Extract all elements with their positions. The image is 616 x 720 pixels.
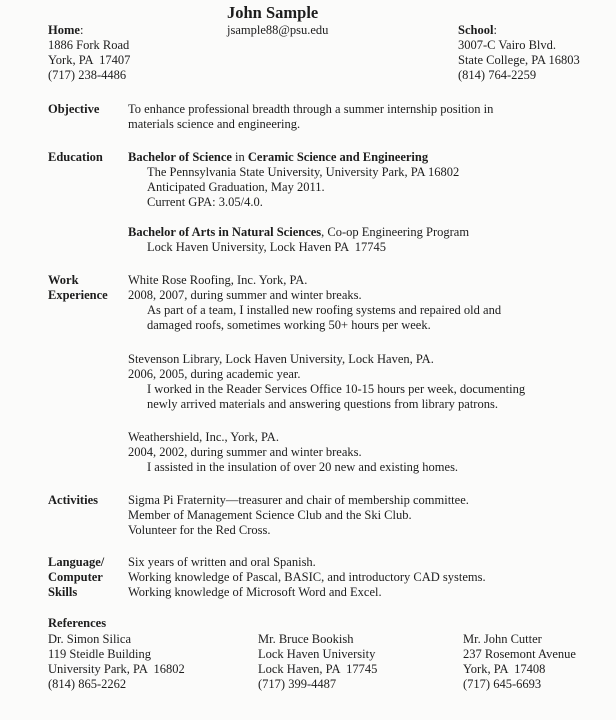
job-dates-line: 2008, 2007, during summer and winter breaks.	[128, 288, 362, 302]
school-contact-block	[458, 23, 580, 83]
section-label-education: Education	[48, 150, 103, 164]
objective-text-line: materials science and engineering.	[128, 117, 301, 131]
objective-text-line: To enhance professional breadth through a summer internship position in	[128, 102, 494, 116]
reference-phone: (814) 865-2262	[48, 677, 127, 691]
degree-detail-line: The Pennsylvania State University, University Park, PA 16802	[147, 165, 460, 179]
reference-address-line: University Park, PA 16802	[48, 662, 185, 676]
degree-title-bold: Bachelor of Arts in Natural Sciences	[128, 225, 322, 239]
reference-phone: (717) 399-4487	[258, 677, 337, 691]
home-label: Home	[48, 23, 80, 37]
school-label: School	[458, 23, 494, 37]
school-label-colon: :	[493, 23, 497, 37]
school-city-line: State College, PA 16803	[458, 53, 580, 67]
reference-entry	[463, 632, 616, 692]
school-label-line	[458, 23, 580, 38]
activity-line: Volunteer for the Red Cross.	[128, 523, 271, 537]
job-description-line: As part of a team, I installed new roofing systems and repaired old and	[147, 303, 502, 317]
home-label-colon: :	[79, 23, 84, 37]
job-description-line: I assisted in the insulation of over 20 new and existing homes.	[147, 460, 459, 474]
job-company-line: White Rose Roofing, Inc. York, PA.	[128, 273, 308, 287]
reference-name: Dr. Simon Silica	[48, 632, 131, 646]
reference-name: Mr. Bruce Bookish	[258, 632, 354, 646]
work-label-line: Experience	[48, 288, 108, 302]
reference-phone: (717) 645-6693	[463, 677, 542, 691]
skills-label-line: Computer	[48, 570, 103, 584]
section-label-skills	[48, 555, 104, 600]
home-address-line: 1886 Fork Road	[48, 38, 130, 52]
job-description-line: newly arrived materials and answering questions from library patrons.	[147, 397, 498, 411]
job-entry	[128, 273, 598, 333]
degree-title-mid: in	[231, 150, 248, 164]
activity-line: Member of Management Science Club and the Ski Club.	[128, 508, 412, 522]
email-text: jsample88@psu.edu	[227, 23, 329, 37]
reference-entry	[48, 632, 253, 692]
school-phone: (814) 764-2259	[458, 68, 537, 82]
job-company-line: Stevenson Library, Lock Haven University, Lock Haven, PA.	[128, 352, 434, 366]
references-heading: References	[48, 616, 107, 630]
skills-label-line: Skills	[48, 585, 78, 599]
home-label-line	[48, 23, 130, 38]
degree-title	[128, 150, 598, 165]
reference-address-line: 119 Steidle Building	[48, 647, 152, 661]
skills-label-line: Language/	[48, 555, 105, 569]
skills-line: Working knowledge of Pascal, BASIC, and introductory CAD systems.	[128, 570, 486, 584]
activity-line: Sigma Pi Fraternity—treasurer and chair of membership committee.	[128, 493, 469, 507]
skills-line: Six years of written and oral Spanish.	[128, 555, 316, 569]
degree-detail-line: Anticipated Graduation, May 2011.	[147, 180, 325, 194]
home-contact-block	[48, 23, 130, 83]
job-dates-line: 2006, 2005, during academic year.	[128, 367, 301, 381]
degree-title-bold: Ceramic Science and Engineering	[247, 150, 429, 164]
reference-address-line: 237 Rosemont Avenue	[463, 647, 576, 661]
reference-address-line: Lock Haven, PA 17745	[258, 662, 378, 676]
job-company-line: Weathershield, Inc., York, PA.	[128, 430, 279, 444]
degree-title	[128, 225, 598, 240]
school-address-line: 3007-C Vairo Blvd.	[458, 38, 557, 52]
degree-title-rest: , Co-op Engineering Program	[321, 225, 470, 239]
degree-detail-line: Lock Haven University, Lock Haven PA 17745	[147, 240, 386, 254]
job-description-line: damaged roofs, sometimes working 50+ hours per week.	[147, 318, 431, 332]
degree-title-bold: Bachelor of Science	[128, 150, 232, 164]
spacer	[128, 210, 598, 225]
job-entry	[128, 430, 598, 475]
job-entry	[128, 352, 598, 412]
home-phone: (717) 238-4486	[48, 68, 127, 82]
job-dates-line: 2004, 2002, during summer and winter breaks.	[128, 445, 362, 459]
section-label-activities: Activities	[48, 493, 98, 507]
home-city-line: York, PA 17407	[48, 53, 131, 67]
skills-line: Working knowledge of Microsoft Word and Excel.	[128, 585, 382, 599]
reference-name: Mr. John Cutter	[463, 632, 542, 646]
job-description-line: I worked in the Reader Services Office 10-15 hours per week, documenting	[147, 382, 526, 396]
reference-entry	[258, 632, 463, 692]
degree-detail-line: Current GPA: 3.05/4.0.	[147, 195, 263, 209]
person-name: John Sample	[227, 3, 319, 22]
section-label-work-experience	[48, 273, 108, 303]
work-label-line: Work	[48, 273, 79, 287]
section-label-objective: Objective	[48, 102, 100, 116]
reference-address-line: Lock Haven University	[258, 647, 376, 661]
reference-address-line: York, PA 17408	[463, 662, 546, 676]
